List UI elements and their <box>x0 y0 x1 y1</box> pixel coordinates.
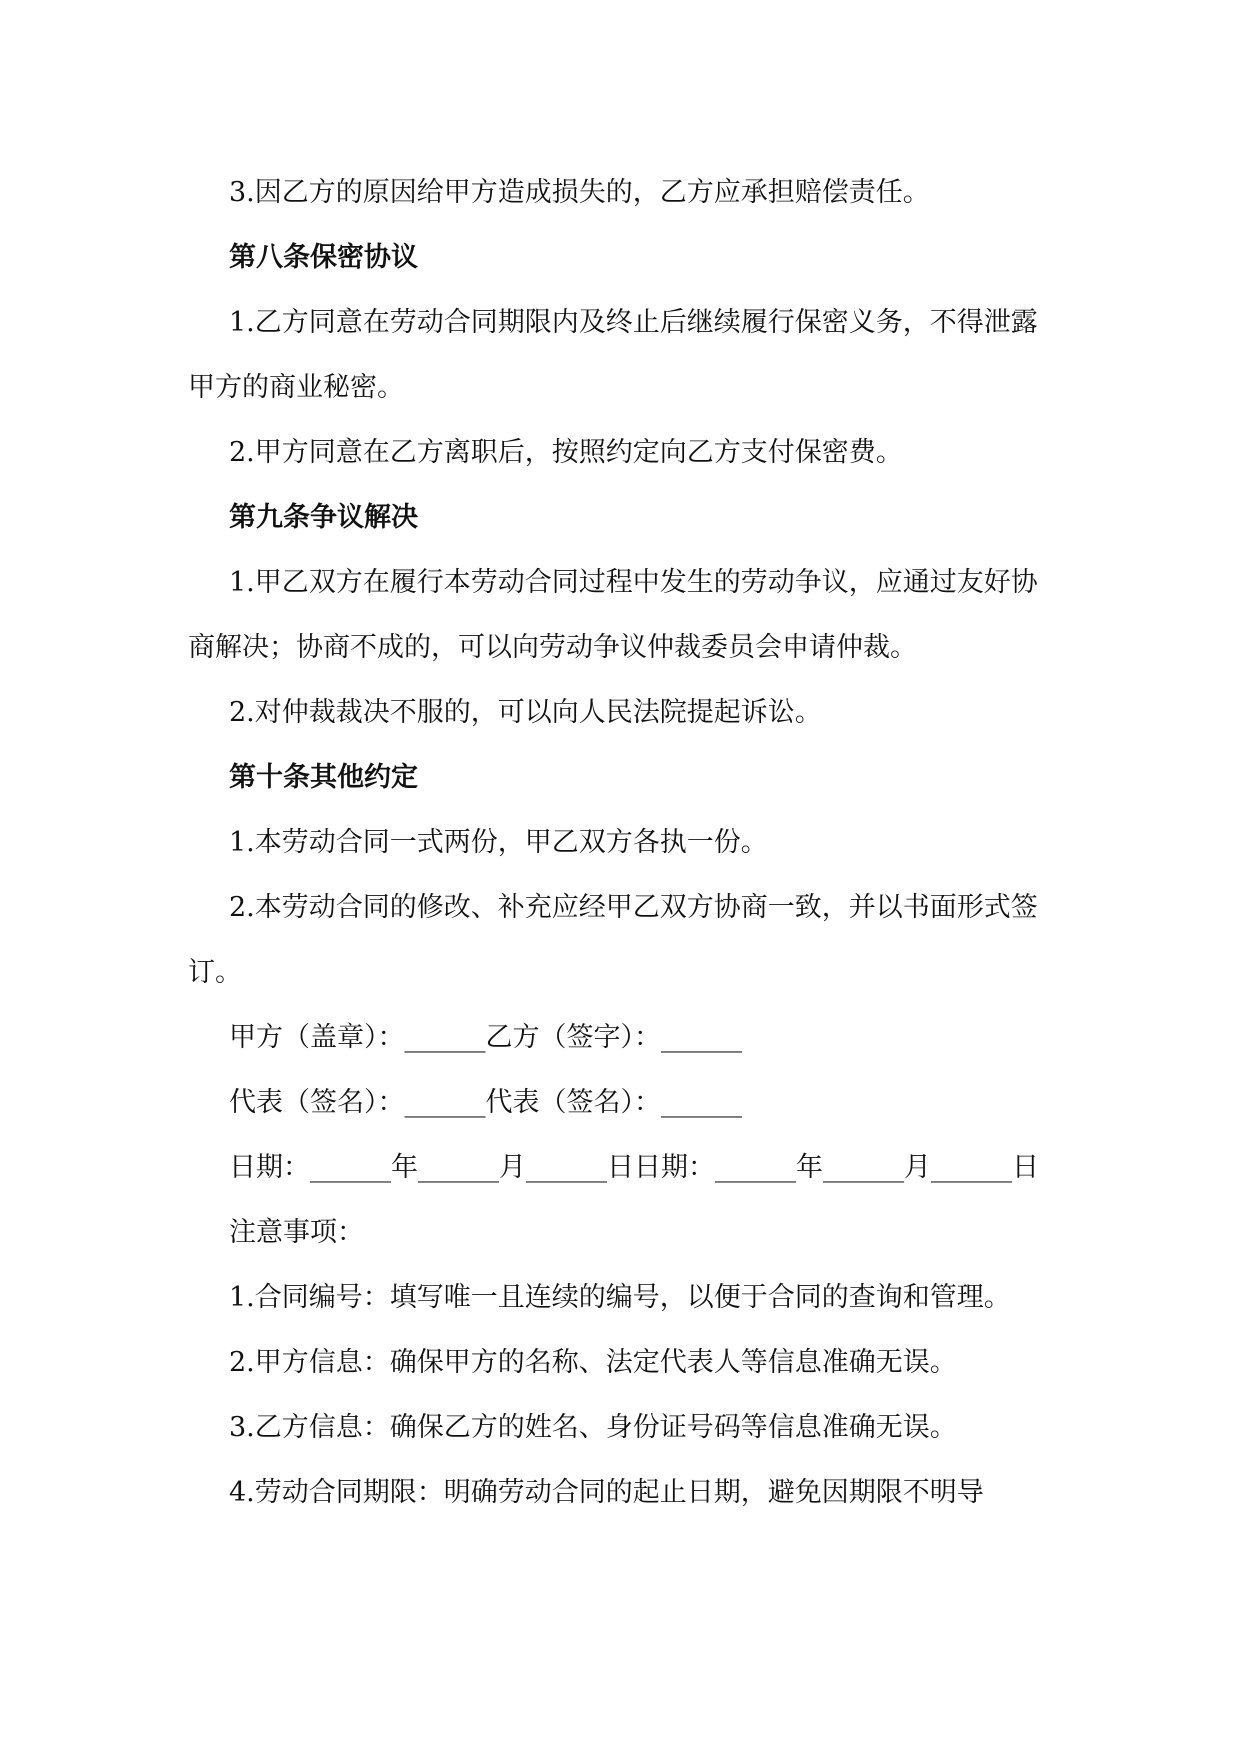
clause-8-item-2: 2.甲方同意在乙方离职后，按照约定向乙方支付保密费。 <box>229 437 903 468</box>
clause-9-item-1: 1.甲乙双方在履行本劳动合同过程中发生的劳动争议，应通过友好协商解决；协商不成的，可以向劳动争议仲裁委员会申请仲裁。 <box>188 567 1038 663</box>
clause-8-item-1: 1.乙方同意在劳动合同期限内及终止后继续履行保密义务，不得泄露甲方的商业秘密。 <box>188 307 1038 403</box>
signature-line-parties: 甲方（盖章）：______乙方（签字）：______ <box>229 1022 742 1053</box>
note-item-2: 2.甲方信息：确保甲方的名称、法定代表人等信息准确无误。 <box>229 1347 957 1378</box>
article-8-heading: 第八条保密协议 <box>229 242 418 273</box>
clause-10-item-2: 2.本劳动合同的修改、补充应经甲乙双方协商一致，并以书面形式签订。 <box>188 892 1038 988</box>
notes-heading: 注意事项： <box>229 1217 364 1248</box>
clause-10-item-1: 1.本劳动合同一式两份，甲乙双方各执一份。 <box>229 827 768 858</box>
article-9-heading: 第九条争议解决 <box>229 502 418 533</box>
signature-line-dates: 日期：______年______月______日日期：______年______月______日 <box>229 1152 1039 1183</box>
clause-9-item-2: 2.对仲裁裁决不服的，可以向人民法院提起诉讼。 <box>229 697 822 728</box>
signature-line-representatives: 代表（签名）：______代表（签名）：______ <box>229 1087 742 1118</box>
note-item-1: 1.合同编号：填写唯一且连续的编号，以便于合同的查询和管理。 <box>229 1282 1011 1313</box>
note-item-4: 4.劳动合同期限：明确劳动合同的起止日期，避免因期限不明导 <box>229 1477 984 1508</box>
article-10-heading: 第十条其他约定 <box>229 762 418 793</box>
note-item-3: 3.乙方信息：确保乙方的姓名、身份证号码等信息准确无误。 <box>229 1412 957 1443</box>
clause-7-item-3: 3.因乙方的原因给甲方造成损失的，乙方应承担赔偿责任。 <box>229 177 930 208</box>
document-page <box>188 160 1054 1525</box>
